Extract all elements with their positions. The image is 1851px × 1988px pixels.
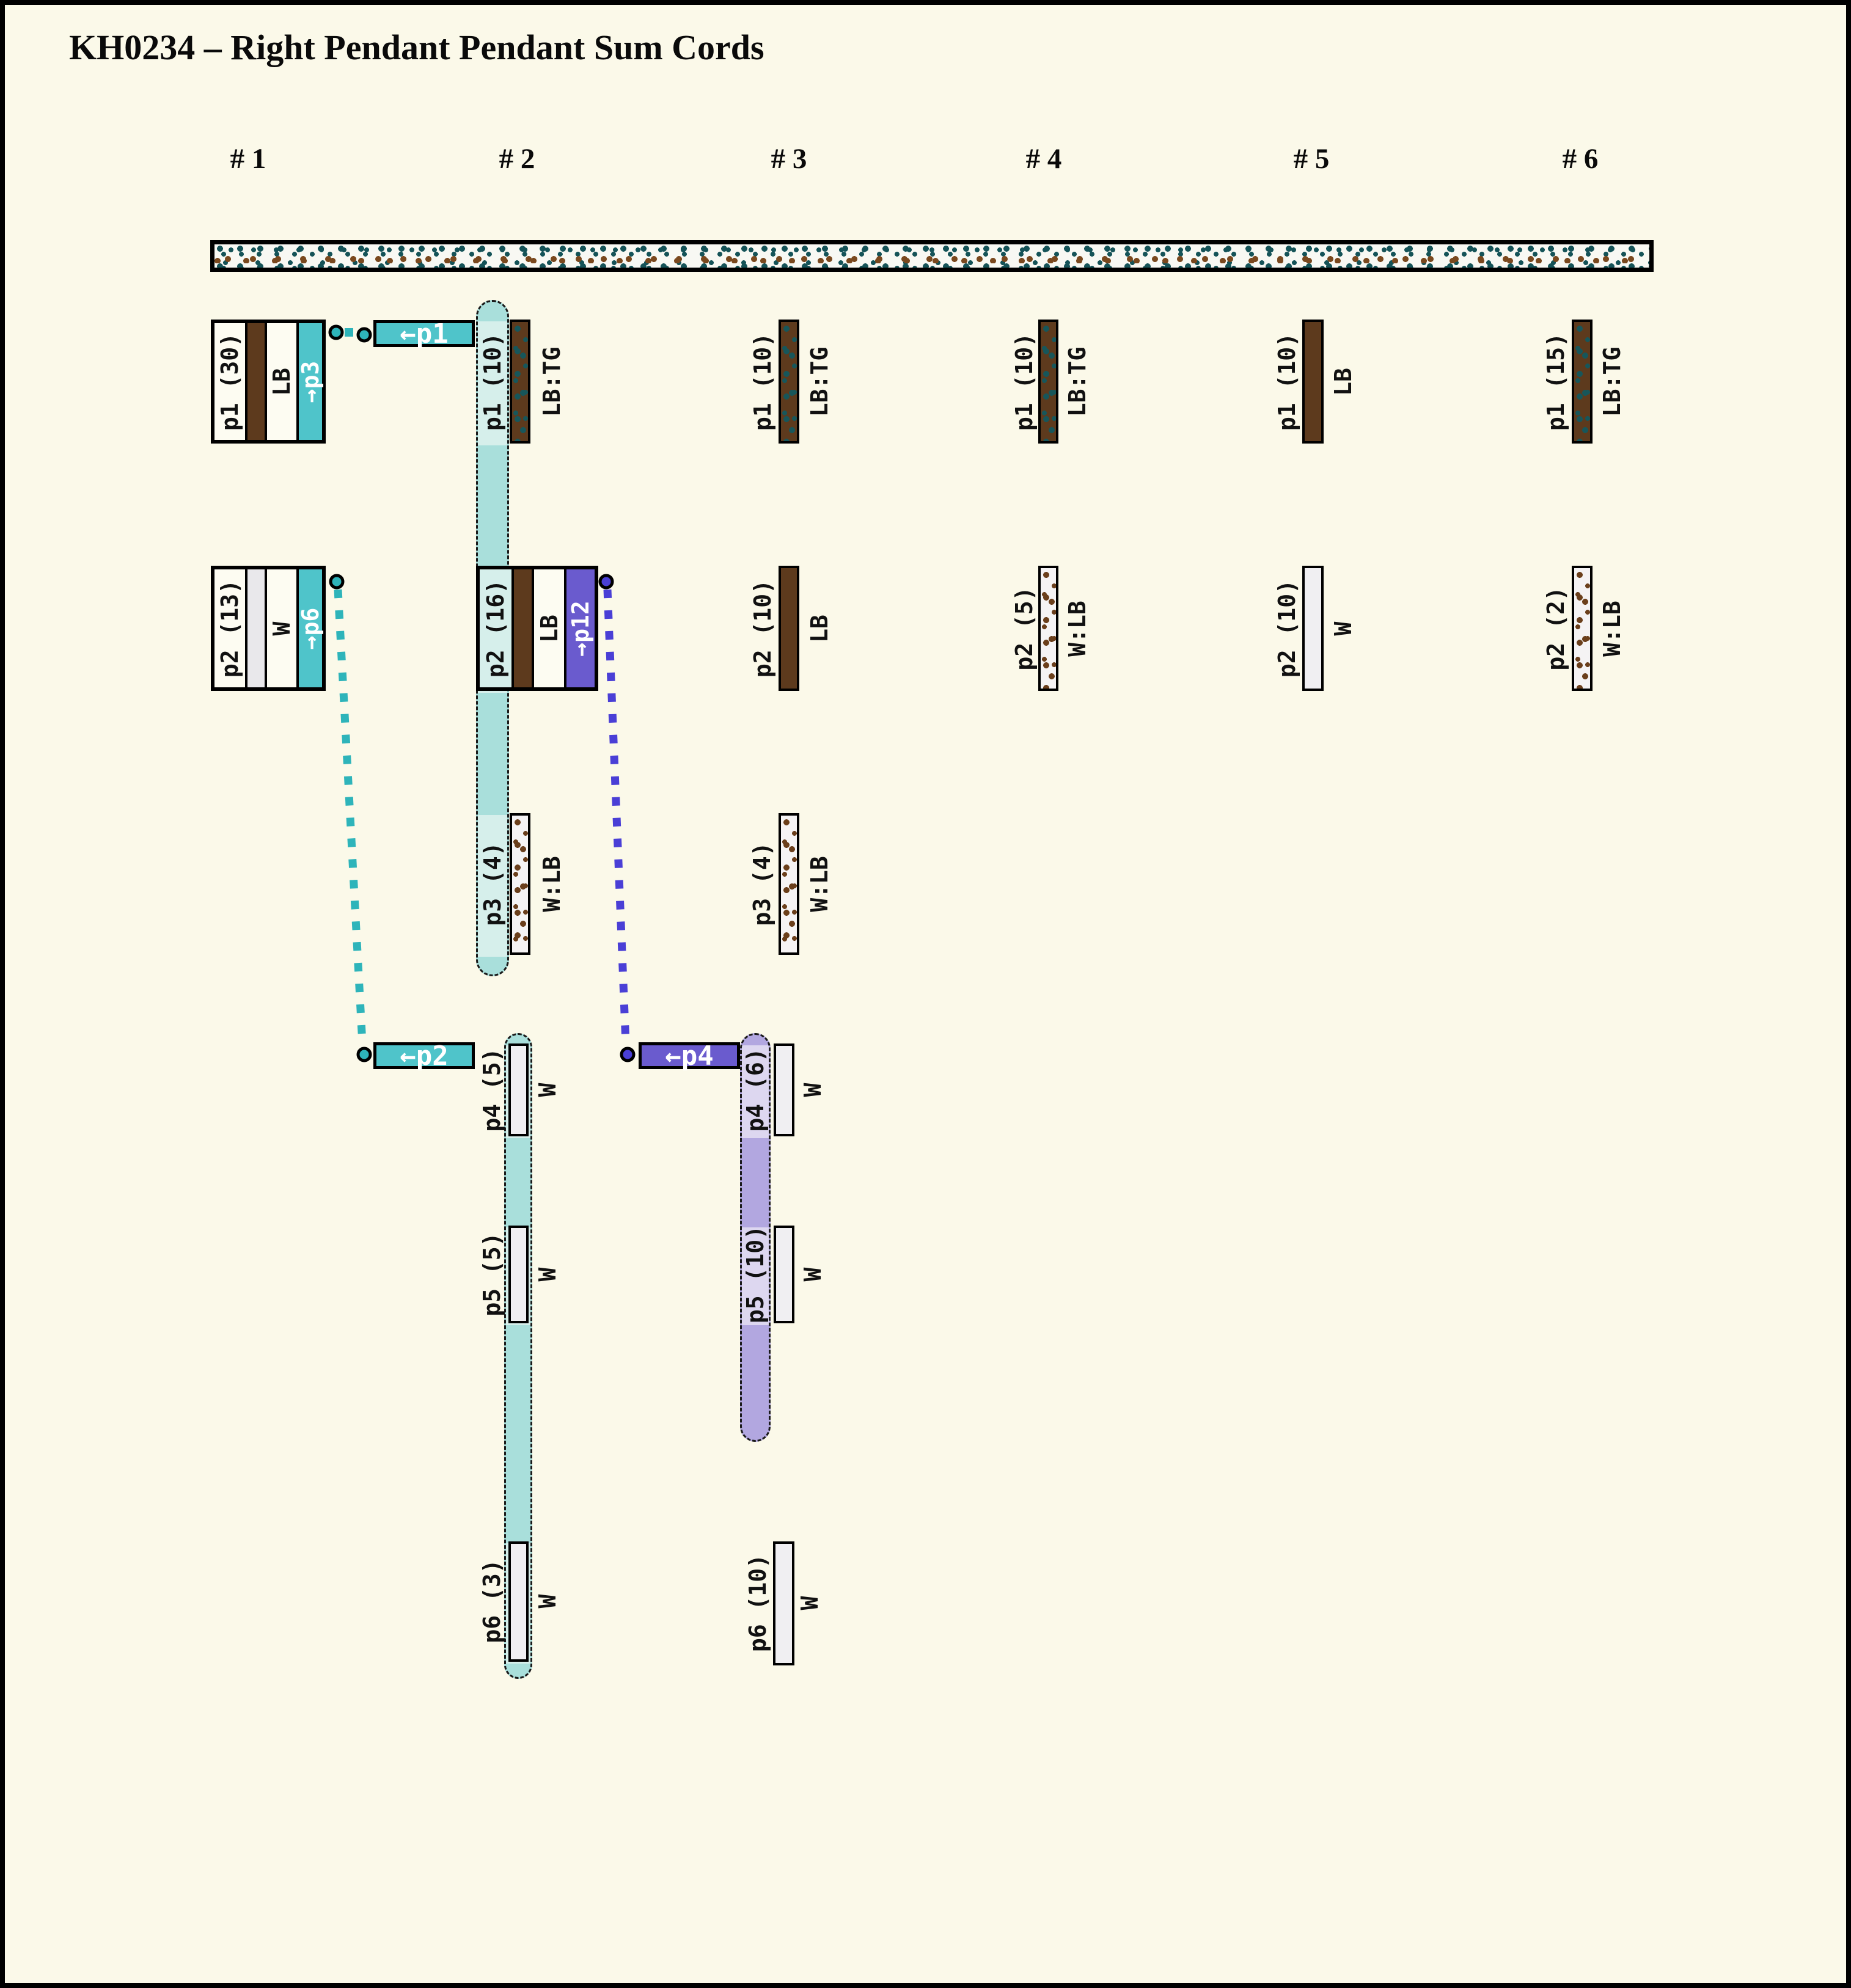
cord-color-swatch bbox=[511, 569, 532, 687]
color-code-c5-p2: W bbox=[1330, 621, 1357, 636]
color-code-c3-p1: LB:TG bbox=[806, 346, 833, 417]
connector-text: ←p2 bbox=[400, 1040, 449, 1072]
pendant-bar-c4-p2[interactable] bbox=[1038, 566, 1058, 691]
pendant-label-c2-p3: p3 (4) bbox=[479, 842, 506, 926]
link-dot bbox=[600, 576, 612, 588]
pendant-bar-c3-p6[interactable] bbox=[773, 1541, 794, 1665]
color-code-label: LB bbox=[268, 367, 295, 396]
pendant-label-c6-p2: p2 (2) bbox=[1542, 587, 1569, 671]
pendant-bar-c2-p5[interactable] bbox=[508, 1226, 529, 1323]
color-code-c3-p6: W bbox=[796, 1596, 823, 1610]
column-header-3: # 3 bbox=[771, 143, 807, 175]
pendant-bar-c4-p1[interactable] bbox=[1038, 320, 1058, 444]
pendant-label-c4-p1: p1 (10) bbox=[1011, 332, 1038, 431]
pendant-label-c2-p6: p6 (3) bbox=[478, 1559, 505, 1643]
group-label-cell bbox=[480, 569, 511, 687]
pendant-bar-c2-p4[interactable] bbox=[508, 1043, 529, 1136]
color-code-c2-p1: LB:TG bbox=[538, 346, 565, 417]
pendant-label-c3-p5: p5 (10) bbox=[742, 1225, 769, 1324]
color-code-c3-p5: W bbox=[799, 1267, 826, 1282]
pendant-bar-c6-p1[interactable] bbox=[1572, 320, 1593, 444]
pendant-label-c6-p1: p1 (15) bbox=[1542, 332, 1569, 431]
connector-label-p2[interactable] bbox=[373, 1040, 475, 1072]
pendant-bar-c3-p2[interactable] bbox=[779, 566, 799, 691]
group-box-c1-p2[interactable] bbox=[211, 566, 326, 691]
pendant-bar-c2-p3[interactable] bbox=[510, 813, 530, 955]
link-lines-overlay bbox=[5, 5, 1851, 1988]
pendant-bar-c6-p2[interactable] bbox=[1572, 566, 1593, 691]
connector-text: ←p4 bbox=[665, 1040, 714, 1072]
pendant-label: p2 (13) bbox=[216, 579, 243, 678]
column-header-1: # 1 bbox=[230, 143, 266, 175]
link-dot bbox=[330, 326, 342, 338]
color-code-cell bbox=[265, 323, 296, 440]
link-dot bbox=[621, 1048, 634, 1061]
color-code-c2-p4: W bbox=[534, 1083, 561, 1097]
cord-color-swatch bbox=[245, 323, 265, 440]
color-code-c2-p6: W bbox=[534, 1594, 561, 1609]
color-code-c2-p3: W:LB bbox=[538, 856, 565, 912]
link-dot bbox=[331, 576, 343, 588]
color-code-cell bbox=[532, 569, 564, 687]
pendant-label-c4-p2: p2 (5) bbox=[1011, 587, 1038, 671]
link-line-p6 bbox=[338, 590, 362, 1043]
pendant-bar-c3-p1[interactable] bbox=[779, 320, 799, 444]
cord-color-swatch bbox=[245, 569, 265, 687]
column-header-5: # 5 bbox=[1293, 143, 1330, 175]
color-code-label: W bbox=[268, 621, 295, 635]
link-dot bbox=[358, 1048, 370, 1061]
link-dash bbox=[345, 328, 353, 337]
connector-text: ←p1 bbox=[400, 318, 449, 349]
pendant-label-c3-p2: p2 (10) bbox=[749, 579, 776, 678]
column-header-4: # 4 bbox=[1025, 143, 1062, 175]
link-label: →p12 bbox=[567, 600, 594, 657]
pendant-label-c2-p1: p1 (10) bbox=[479, 332, 506, 431]
link-label: →p3 bbox=[297, 360, 324, 403]
column-header-6: # 6 bbox=[1562, 143, 1599, 175]
group-label-cell bbox=[214, 569, 245, 687]
pendant-bar-c3-p4[interactable] bbox=[774, 1043, 794, 1136]
pendant-label-c2-p4: p4 (5) bbox=[478, 1048, 505, 1132]
color-code-c4-p2: W:LB bbox=[1064, 601, 1091, 657]
link-label: →p6 bbox=[297, 607, 324, 649]
link-indicator-cell[interactable] bbox=[296, 569, 322, 687]
pendant-label: p1 (30) bbox=[216, 332, 243, 431]
pendant-bar-c5-p1[interactable] bbox=[1302, 320, 1324, 444]
column-header-2: # 2 bbox=[499, 143, 535, 175]
pendant-label-c3-p6: p6 (10) bbox=[744, 1554, 771, 1653]
group-box-c2-p2[interactable] bbox=[476, 566, 598, 691]
link-indicator-cell[interactable] bbox=[296, 323, 322, 440]
pendant-bar-c5-p2[interactable] bbox=[1302, 566, 1324, 691]
pendant-bar-c3-p3[interactable] bbox=[779, 813, 799, 955]
pendant-label-c3-p1: p1 (10) bbox=[749, 332, 776, 431]
page-title: KH0234 – Right Pendant Pendant Sum Cords bbox=[69, 27, 764, 67]
pendant-label-c3-p4: p4 (6) bbox=[742, 1048, 769, 1132]
pendant-label-c3-p3: p3 (4) bbox=[749, 842, 775, 926]
pendant-label: p2 (16) bbox=[482, 579, 509, 678]
color-code-c2-p5: W bbox=[534, 1267, 561, 1282]
color-code-c3-p3: W:LB bbox=[806, 856, 833, 912]
pendant-label-c5-p2: p2 (10) bbox=[1274, 579, 1300, 678]
link-indicator-cell[interactable] bbox=[564, 569, 595, 687]
color-code-c6-p1: LB:TG bbox=[1599, 346, 1626, 417]
color-code-label: LB bbox=[535, 614, 563, 643]
color-code-cell bbox=[265, 569, 296, 687]
pendant-bar-c2-p6[interactable] bbox=[508, 1541, 529, 1662]
color-code-c3-p4: W bbox=[799, 1083, 826, 1097]
color-code-c5-p1: LB bbox=[1330, 368, 1357, 396]
pendant-bar-c3-p5[interactable] bbox=[774, 1226, 794, 1323]
color-code-c3-p2: LB bbox=[806, 615, 833, 643]
pendant-label-c2-p5: p5 (5) bbox=[478, 1232, 505, 1317]
link-dot bbox=[358, 329, 370, 341]
pendant-bar-c2-p1[interactable] bbox=[510, 320, 530, 444]
group-box-c1-p1[interactable] bbox=[211, 320, 326, 444]
connector-label-p1[interactable] bbox=[373, 320, 475, 347]
group-label-cell bbox=[214, 323, 245, 440]
link-line-p12 bbox=[607, 590, 626, 1043]
color-code-c6-p2: W:LB bbox=[1599, 601, 1626, 657]
color-code-c4-p1: LB:TG bbox=[1064, 346, 1091, 417]
pendant-label-c5-p1: p1 (10) bbox=[1274, 332, 1300, 431]
connector-label-p4[interactable] bbox=[639, 1040, 740, 1072]
